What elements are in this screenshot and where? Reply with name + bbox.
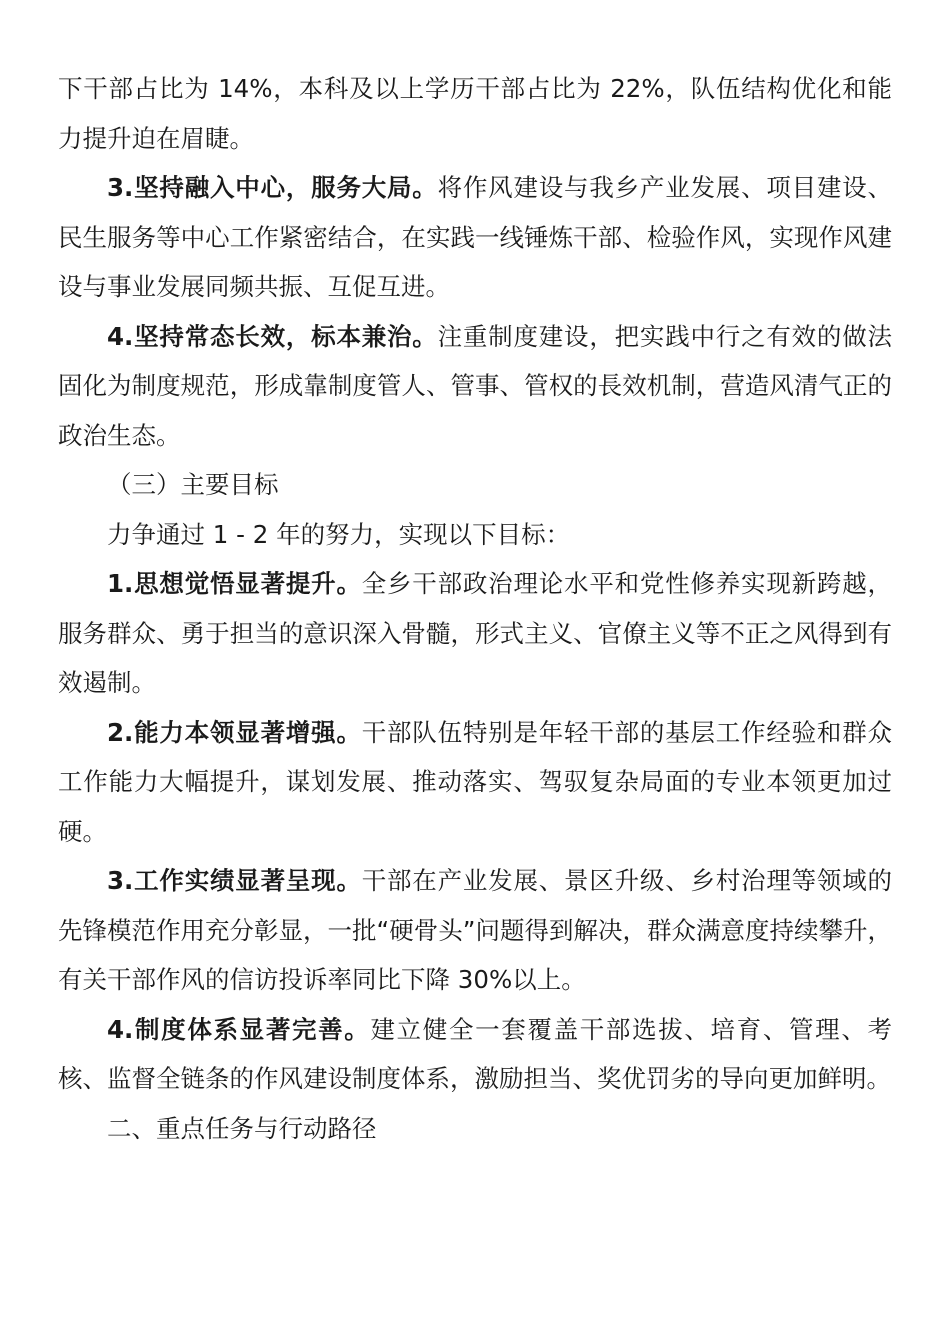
paragraph-lead: 3.工作实绩显著呈现。 (107, 866, 362, 895)
paragraph-text: 干部在产业发展、景区升级、乡村治理等领域的先锋模范作用充分彰显，一批“硬骨头”问题得到解决，群众满意度持续攀升，有关干部作风的信访投诉率同比下降 30%以上。 (58, 866, 892, 994)
paragraph-principle-4 (58, 312, 892, 461)
paragraph-text: 二、重点任务与行动路径 (107, 1113, 377, 1143)
paragraph-lead: 3.坚持融入中心，服务大局。 (107, 173, 438, 202)
paragraph-text: 力争通过 1 - 2 年的努力，实现以下目标： (107, 519, 571, 549)
paragraph-goal-1 (58, 559, 892, 708)
paragraph-goal-4 (58, 1005, 892, 1104)
paragraph-lead: 1.思想觉悟显著提升。 (107, 569, 362, 598)
paragraph-text: 全乡干部政治理论水平和党性修养实现新跨越，服务群众、勇于担当的意识深入骨髓，形式主义、官僚主义等不正之风得到有效遏制。 (58, 569, 892, 697)
paragraph-lead: 4.坚持常态长效，标本兼治。 (107, 321, 438, 351)
paragraph-staff-ratio (58, 64, 892, 163)
paragraph-text: 注重制度建设，把实践中行之有效的做法固化为制度规范，形成靠制度管人、管事、管权的長效机制，营造风清气正的政治生态。 (58, 321, 893, 450)
paragraph-lead: 4.制度体系显著完善。 (107, 1014, 371, 1044)
document-body (58, 64, 892, 1153)
paragraph-text: 将作风建设与我乡产业发展、项目建设、民生服务等中心工作紧密结合，在实践一线锤炼干部、检验作风，实现作风建设与事业发展同频共振、互促互进。 (58, 173, 893, 301)
section-heading-main-goals (58, 460, 892, 510)
paragraph-text: （三）主要目标 (107, 470, 279, 499)
paragraph-text: 建立健全一套覆盖干部选拔、培育、管理、考核、监督全链条的作风建设制度体系，激励担当、奖优罚劣的导向更加鲜明。 (58, 1014, 893, 1093)
paragraph-goal-3 (58, 856, 892, 1005)
paragraph-lead: 2.能力本领显著增强。 (107, 717, 362, 747)
paragraph-principle-3 (58, 163, 892, 312)
section-heading-key-tasks (58, 1104, 892, 1154)
paragraph-text: 下干部占比为 14%，本科及以上学历干部占比为 22%，队伍结构优化和能力提升迫在眉睫。 (58, 74, 892, 153)
paragraph-goals-intro (58, 510, 892, 560)
paragraph-goal-2 (58, 708, 892, 857)
paragraph-text: 干部队伍特别是年轻干部的基层工作经验和群众工作能力大幅提升，谋划发展、推动落实、驾驭复杂局面的专业本领更加过硬。 (58, 717, 892, 846)
